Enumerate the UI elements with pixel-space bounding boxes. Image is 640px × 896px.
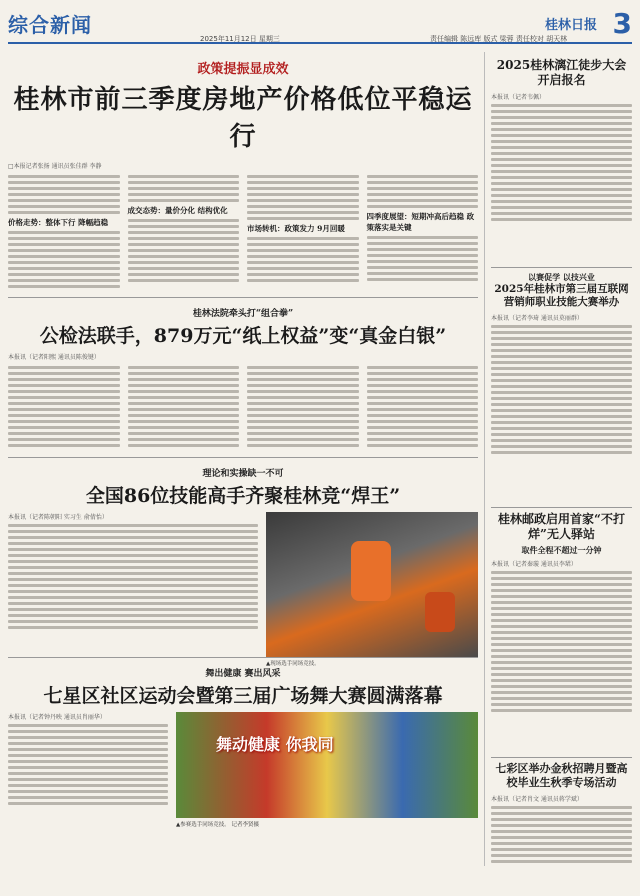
article-headline: 公检法联手，879万元“纸上权益”变“真金白银” — [39, 325, 447, 347]
article-headline: 七星区社区运动会暨第三届广场舞大赛圆满落幕 — [43, 685, 443, 707]
article-kicker: 舞出健康 赛出风采 — [205, 669, 281, 679]
story-byline: 本报讯（记者韦佩） — [491, 94, 546, 101]
article-headline: 桂林市前三季度房地产价格低位平稳运行 — [13, 85, 473, 152]
page-number: 3 — [612, 7, 632, 40]
story-body — [491, 104, 632, 221]
article-column-2 — [128, 172, 240, 291]
article-column-4 — [367, 172, 479, 291]
editor-credits: 责任编辑 陈远库 版式 梁蓉 责任校对 胡天林 — [430, 35, 568, 43]
photo-caption: ▲现场选手同场竞技。 — [266, 661, 320, 667]
article-subhead: 成交态势：量价分化 结构优化 — [127, 206, 228, 215]
issue-date: 2025年11月12日 星期三 — [200, 35, 280, 43]
story-job-fair — [491, 758, 632, 863]
article-column-4 — [367, 363, 479, 450]
article-subhead: 价格走势：整体下行 降幅趋稳 — [8, 218, 109, 227]
story-marketing-contest — [491, 268, 632, 508]
article-kicker: 政策提振显成效 — [197, 62, 289, 77]
article-subhead: 市场转机：政策发力 9月回暖 — [247, 224, 345, 233]
story-headline: 2025桂林漓江徒步大会开启报名 — [496, 58, 627, 87]
article-byline: 本报讯（记者陈朝阳 实习生 俞倩怡） — [8, 514, 108, 521]
right-column — [484, 52, 632, 866]
article-byline: 本报讯（记者钟丹映 通讯员肖丽华） — [8, 714, 106, 721]
story-kicker: 以赛促学 以技兴业 — [528, 272, 595, 282]
story-headline: 桂林邮政启用首家“不打烊”无人驿站 — [498, 512, 625, 541]
photo-caption: ▲参赛选手同场竞技。 记者李贤摄 — [176, 822, 259, 828]
article-court-assets — [8, 298, 478, 458]
article-byline: 本报讯（记者阳熙 通讯员陈俊键） — [8, 354, 100, 361]
article-column-3 — [247, 363, 359, 450]
dance-photo — [176, 712, 478, 818]
article-square-dance — [8, 658, 478, 828]
story-subhead: 取件全程不超过一分钟 — [521, 545, 602, 555]
story-body — [491, 325, 632, 454]
article-column-1 — [8, 363, 120, 450]
article-column-3 — [247, 172, 359, 291]
left-column — [8, 52, 478, 828]
article-body — [8, 712, 168, 828]
newspaper-logo: 桂林日报 — [545, 18, 598, 33]
welding-photo — [266, 512, 478, 657]
story-hiking — [491, 58, 632, 268]
story-body — [491, 806, 632, 863]
article-housing-prices — [8, 58, 478, 298]
article-column-1 — [8, 172, 120, 291]
story-headline: 七彩区举办金秋招聘月暨高校毕业生秋季专场活动 — [495, 762, 628, 789]
section-title: 综合新闻 — [8, 13, 92, 37]
story-headline: 2025年桂林市第三届互联网营销师职业技能大赛举办 — [494, 283, 629, 308]
story-byline: 本报讯（记者李琦 通讯员莫丽群） — [491, 315, 583, 322]
story-byline: 本报讯（记者秦璇 通讯员李珺） — [491, 561, 577, 568]
article-kicker: 桂林法院牵头打“组合拳” — [192, 309, 294, 319]
article-body — [8, 512, 258, 667]
banner-text: 舞动健康 你我同 — [216, 735, 334, 754]
article-byline: □本报记者张扬 通讯员张佳群 李静 — [8, 163, 102, 170]
story-post-station — [491, 508, 632, 758]
article-headline: 全国86位技能高手齐聚桂林竞“焊王” — [85, 485, 401, 507]
article-kicker: 理论和实操缺一不可 — [202, 469, 284, 479]
story-byline: 本报讯（记者肖文 通讯员蒋学斌） — [491, 796, 583, 803]
article-column-2 — [128, 363, 240, 450]
story-body — [491, 571, 632, 712]
article-welding-contest — [8, 458, 478, 667]
article-subhead: 四季度展望：短期冲高后趋稳 政策落实是关键 — [366, 212, 475, 232]
